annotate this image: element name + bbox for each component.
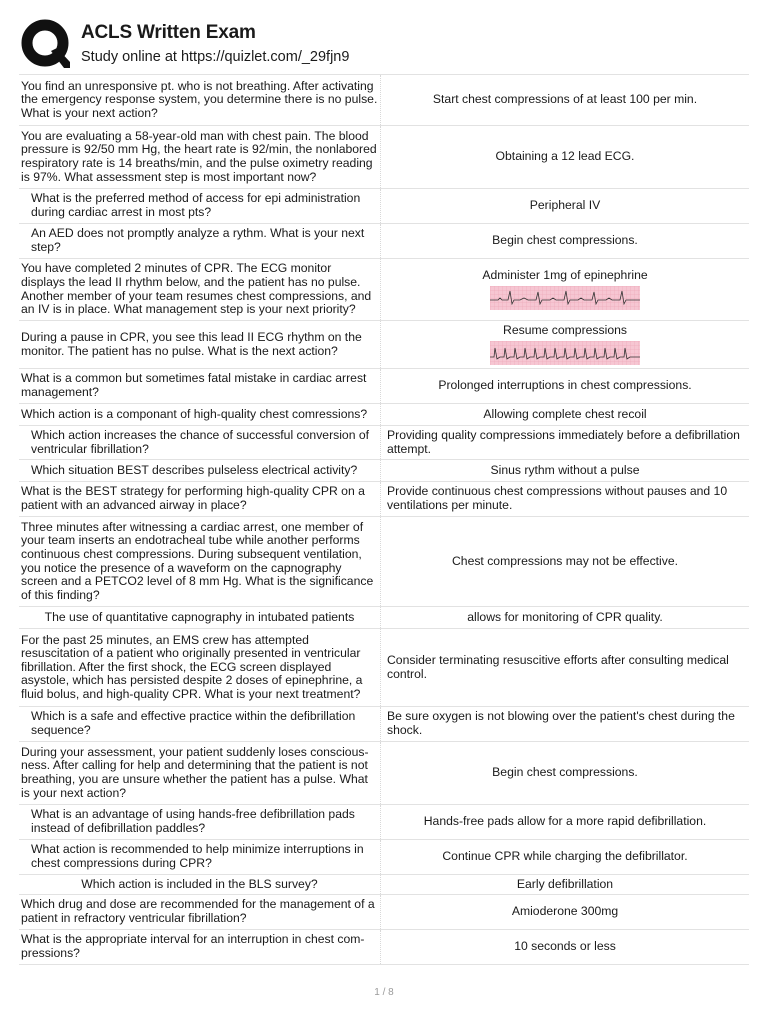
question-cell: What is the preferred method of access for epi administration during cardiac arrest in most pts?	[19, 189, 381, 223]
quizlet-logo-icon	[20, 18, 70, 70]
question-cell: During a pause in CPR, you see this lead II ECG rhythm on the monitor. The patient has no pulse. What is the next action?	[19, 321, 381, 368]
question-cell: What is the BEST strategy for performing high-quality CPR on a patient with an advanced airway in place?	[19, 482, 381, 516]
card-row	[19, 607, 749, 629]
question-cell: Which action increases the chance of successful conversion of ventricular fibrillation?	[19, 426, 381, 459]
card-row	[19, 126, 749, 189]
card-row	[19, 707, 749, 742]
card-row	[19, 321, 749, 369]
ecg-strip-image	[490, 286, 640, 310]
question-cell: During your assessment, your patient suddenly loses conscious-ness. After calling for help and determining that the patient is not breathing, you are unsure whether the patient has a pulse. What is your next action?	[19, 742, 381, 804]
answer-cell: Peripheral IV	[529, 198, 601, 213]
question-cell: What is an advantage of using hands-free defibrillation pads instead of defibrillation paddles?	[19, 805, 381, 839]
answer-cell: Continue CPR while charging the defibrillator.	[442, 849, 688, 864]
question-cell: Which drug and dose are recommended for the management of a patient in refractory ventricular fibrillation?	[19, 895, 381, 929]
answer-cell: Consider terminating resuscitive efforts after consulting medical control.	[387, 652, 729, 681]
card-row	[19, 840, 749, 875]
flashcard-table	[19, 74, 749, 965]
answer-cell: Prolonged interruptions in chest compressions.	[438, 378, 692, 393]
answer-cell: Early defibrillation	[516, 876, 614, 891]
study-link-text: Study online at https://quizlet.com/_29fjn9	[81, 49, 350, 65]
question-cell: You have completed 2 minutes of CPR. The ECG monitor displays the lead II rhythm below, and the patient has no pulse. Another member of your team resumes chest compressions, and an IV is in place. What management step is your next priority?	[19, 259, 381, 320]
answer-cell: Administer 1mg of epinephrine	[381, 259, 749, 320]
card-row	[19, 517, 749, 607]
card-row	[19, 259, 749, 321]
card-row	[19, 404, 749, 426]
card-row	[19, 426, 749, 460]
question-cell: What is a common but sometimes fatal mistake in cardiac arrest management?	[19, 369, 381, 403]
card-row	[19, 75, 749, 126]
answer-cell: Resume compressions	[381, 321, 749, 368]
question-cell: You find an unresponsive pt. who is not breathing. After activating the emergency response system, you determine there is no pulse. What is your next action?	[19, 75, 381, 125]
question-cell: You are evaluating a 58-year-old man with chest pain. The blood pressure is 92/50 mm Hg, the heart rate is 92/min, the nonlabored respiratory rate is 14 breaths/min, and the pulse oximetry reading is 97%. What assessment step is most important now?	[19, 126, 381, 188]
question-cell: What is the appropriate interval for an interruption in chest com-pressions?	[19, 930, 381, 964]
card-row	[19, 895, 749, 930]
answer-cell: 10 seconds or less	[514, 939, 616, 954]
question-cell: Which situation BEST describes pulseless electrical activity?	[19, 460, 381, 481]
card-row	[19, 930, 749, 965]
answer-cell: allows for monitoring of CPR quality.	[467, 609, 663, 624]
card-row	[19, 875, 749, 895]
answer-cell: Providing quality compressions immediately before a defibrillation attempt.	[387, 427, 740, 456]
answer-cell: Provide continuous chest compressions without pauses and 10 ventilations per minute.	[387, 484, 728, 512]
answer-cell: Chest compressions may not be effective.	[451, 553, 679, 568]
page-title: ACLS Written Exam	[81, 22, 256, 43]
question-cell: Three minutes after witnessing a cardiac arrest, one member of your team inserts an endotracheal tube while another performs continuous chest compressions. During subsequent ventilation, you notice the presence of a waveform on the capnography screen and a PETCO2 level of 8 mm Hg. What is the significance of this finding?	[19, 517, 381, 606]
ecg-strip-image	[490, 341, 640, 365]
question-cell: For the past 25 minutes, an EMS crew has attempted resuscitation of a patient who originally presented in ventricular fibrillation. After the first shock, the ECG screen displayed asystole, which has persisted despite 2 doses of epinephrine, a fluid bolus, and high-quality CPR. What is your next treatment?	[19, 629, 381, 706]
answer-cell: Start chest compressions of at least 100 per min.	[432, 92, 698, 107]
question-cell: An AED does not promptly analyze a rythm. What is your next step?	[19, 224, 381, 258]
page-indicator: 1 / 8	[374, 987, 394, 998]
card-row	[19, 189, 749, 224]
card-row	[19, 224, 749, 259]
answer-cell: Begin chest compressions.	[492, 233, 638, 248]
answer-cell: Allowing complete chest recoil	[483, 406, 647, 421]
answer-cell: Obtaining a 12 lead ECG.	[495, 149, 635, 164]
question-cell: Which is a safe and effective practice within the defibrillation sequence?	[19, 707, 381, 741]
answer-cell: Hands-free pads allow for a more rapid defibrillation.	[423, 814, 707, 829]
answer-cell: Amioderone 300mg	[511, 904, 619, 919]
question-cell: Which action is included in the BLS survey?	[19, 875, 381, 894]
question-cell: Which action is a componant of high-quality chest comressions?	[19, 404, 381, 425]
answer-cell: Sinus rythm without a pulse	[490, 462, 640, 477]
answer-cell: Be sure oxygen is not blowing over the patient's chest during the shock.	[387, 709, 735, 737]
question-cell: The use of quantitative capnography in intubated patients	[19, 607, 381, 628]
answer-cell: Begin chest compressions.	[492, 765, 638, 780]
card-row	[19, 482, 749, 517]
card-row	[19, 460, 749, 482]
card-row	[19, 805, 749, 840]
question-cell: What action is recommended to help minimize interruptions in chest compressions during CPR?	[19, 840, 381, 874]
card-row	[19, 742, 749, 805]
card-row	[19, 369, 749, 404]
card-row	[19, 629, 749, 707]
